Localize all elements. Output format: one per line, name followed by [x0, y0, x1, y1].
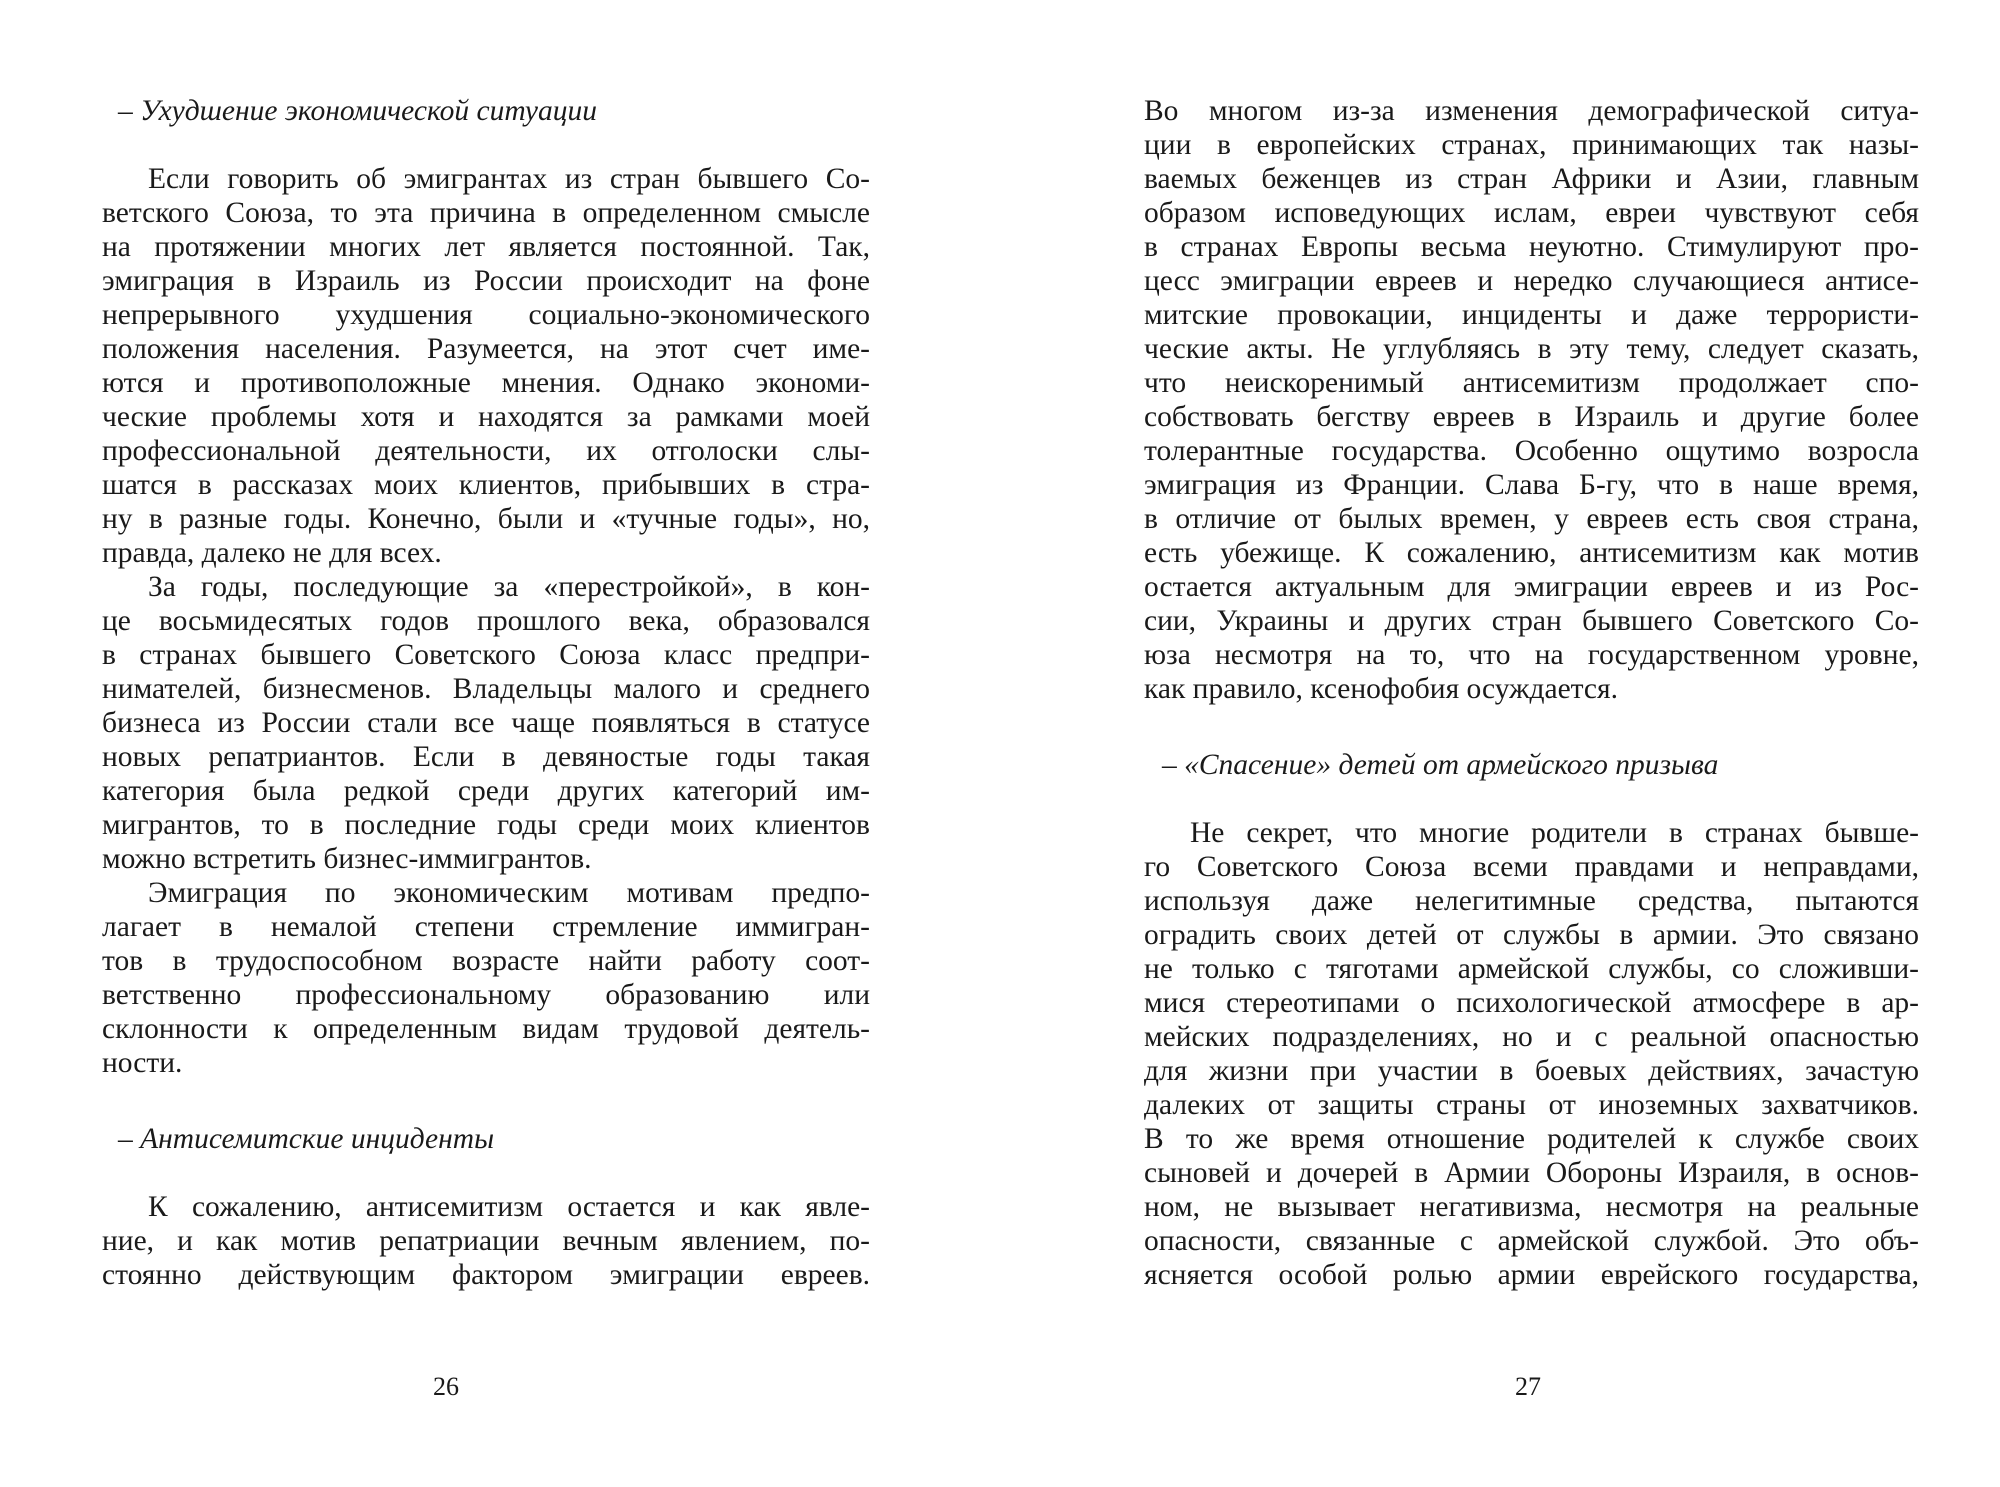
text-line: бизнеса из России стали все чаще появляться в статусе [102, 707, 870, 739]
text-line: на протяжении многих лет является постоянной. Так, [102, 231, 870, 263]
text-line: го Советского Союза всеми правдами и неправдами, [1144, 851, 1919, 883]
text-line: Если говорить об эмигрантах из стран бывшего Со- [148, 163, 870, 195]
text-line: мейских подразделениях, но и с реальной опасностью [1144, 1021, 1919, 1053]
text-line: ваемых беженцев из стран Африки и Азии, главным [1144, 163, 1919, 195]
text-line: ции в европейских странах, принимающих так назы- [1144, 129, 1919, 161]
text-line: ну в разные годы. Конечно, были и «тучные годы», но, [102, 503, 870, 535]
text-line: можно встретить бизнес-иммигрантов. [102, 843, 592, 875]
text-line: Не секрет, что многие родители в странах бывше- [1190, 817, 1919, 849]
text-line: лагает в немалой степени стремление иммигран- [102, 911, 870, 943]
text-line: ние, и как мотив репатриации вечным явлением, по- [102, 1225, 870, 1257]
text-line: что неискоренимый антисемитизм продолжает спо- [1144, 367, 1919, 399]
section-heading: – Ухудшение экономической ситуации [118, 95, 598, 127]
page-number: 27 [1515, 1372, 1541, 1401]
text-line: стоянно действующим фактором эмиграции евреев. [102, 1259, 870, 1291]
text-line: мися стереотипами о психологической атмосфере в ар- [1144, 987, 1919, 1019]
text-line: шатся в рассказах моих клиентов, прибывших в стра- [102, 469, 870, 501]
text-line: как правило, ксенофобия осуждается. [1144, 673, 1618, 705]
text-line: эмиграция из Франции. Слава Б-гу, что в наше время, [1144, 469, 1919, 501]
text-line: Во многом из-за изменения демографической ситуа- [1144, 95, 1919, 127]
text-line: остается актуальным для эмиграции евреев и из Рос- [1144, 571, 1919, 603]
text-line: в странах Европы весьма неуютно. Стимулируют про- [1144, 231, 1919, 263]
text-line: ческие проблемы хотя и находятся за рамками моей [102, 401, 870, 433]
text-line: не только с тяготами армейской службы, со сложивши- [1144, 953, 1919, 985]
text-line: есть убежище. К сожалению, антисемитизм как мотив [1144, 537, 1919, 569]
text-line: мигрантов, то в последние годы среди моих клиентов [102, 809, 870, 841]
text-line: К сожалению, антисемитизм остается и как явле- [148, 1191, 870, 1223]
text-line: используя даже нелегитимные средства, пытаются [1144, 885, 1919, 917]
text-line: Эмиграция по экономическим мотивам предпо- [148, 877, 870, 909]
section-heading: – «Спасение» детей от армейского призыва [1162, 749, 1719, 781]
text-line: склонности к определенным видам трудовой деятель- [102, 1013, 870, 1045]
text-line: тов в трудоспособном возрасте найти работу соот- [102, 945, 870, 977]
text-line: правда, далеко не для всех. [102, 537, 442, 569]
text-line: митские провокации, инциденты и даже террористи- [1144, 299, 1919, 331]
text-line: эмиграция в Израиль из России происходит на фоне [102, 265, 870, 297]
text-line: ности. [102, 1047, 183, 1079]
text-line: оградить своих детей от службы в армии. Это связано [1144, 919, 1919, 951]
text-line: непрерывного ухудшения социально-экономического [102, 299, 870, 331]
right-page [1000, 0, 2000, 1487]
text-line: ясняется особой ролью армии еврейского государства, [1144, 1259, 1919, 1291]
text-line: сии, Украины и других стран бывшего Советского Со- [1144, 605, 1919, 637]
text-line: це восьмидесятых годов прошлого века, образовался [102, 605, 870, 637]
text-line: ются и противоположные мнения. Однако экономи- [102, 367, 870, 399]
text-line: образом исповедующих ислам, евреи чувствуют себя [1144, 197, 1919, 229]
text-line: категория была редкой среди других категорий им- [102, 775, 870, 807]
text-line: профессиональной деятельности, их отголоски слы- [102, 435, 870, 467]
text-line: ветственно профессиональному образованию или [102, 979, 870, 1011]
text-line: ном, не вызывает негативизма, несмотря на реальные [1144, 1191, 1919, 1223]
section-heading: – Антисемитские инциденты [118, 1123, 495, 1155]
text-line: собствовать бегству евреев в Израиль и другие более [1144, 401, 1919, 433]
text-line: опасности, связанные с армейской службой. Это объ- [1144, 1225, 1919, 1257]
text-line: в отличие от былых времен, у евреев есть своя страна, [1144, 503, 1919, 535]
text-line: юза несмотря на то, что на государственном уровне, [1144, 639, 1919, 671]
text-line: толерантные государства. Особенно ощутимо возросла [1144, 435, 1919, 467]
text-line: далеких от защиты страны от иноземных захватчиков. [1144, 1089, 1919, 1121]
text-line: цесс эмиграции евреев и нередко случающиеся антисе- [1144, 265, 1919, 297]
text-line: положения населения. Разумеется, на этот счет име- [102, 333, 870, 365]
text-line: сыновей и дочерей в Армии Обороны Израиля, в основ- [1144, 1157, 1919, 1189]
text-line: для жизни при участии в боевых действиях, зачастую [1144, 1055, 1919, 1087]
text-line: В то же время отношение родителей к службе своих [1144, 1123, 1919, 1155]
text-line: ческие акты. Не углубляясь в эту тему, следует сказать, [1144, 333, 1919, 365]
text-line: нимателей, бизнесменов. Владельцы малого и среднего [102, 673, 870, 705]
text-line: в странах бывшего Советского Союза класс предпри- [102, 639, 870, 671]
text-line: новых репатриантов. Если в девяностые годы такая [102, 741, 870, 773]
page-number: 26 [433, 1372, 459, 1401]
text-line: ветского Союза, то эта причина в определенном смысле [102, 197, 870, 229]
text-line: За годы, последующие за «перестройкой», в кон- [148, 571, 870, 603]
